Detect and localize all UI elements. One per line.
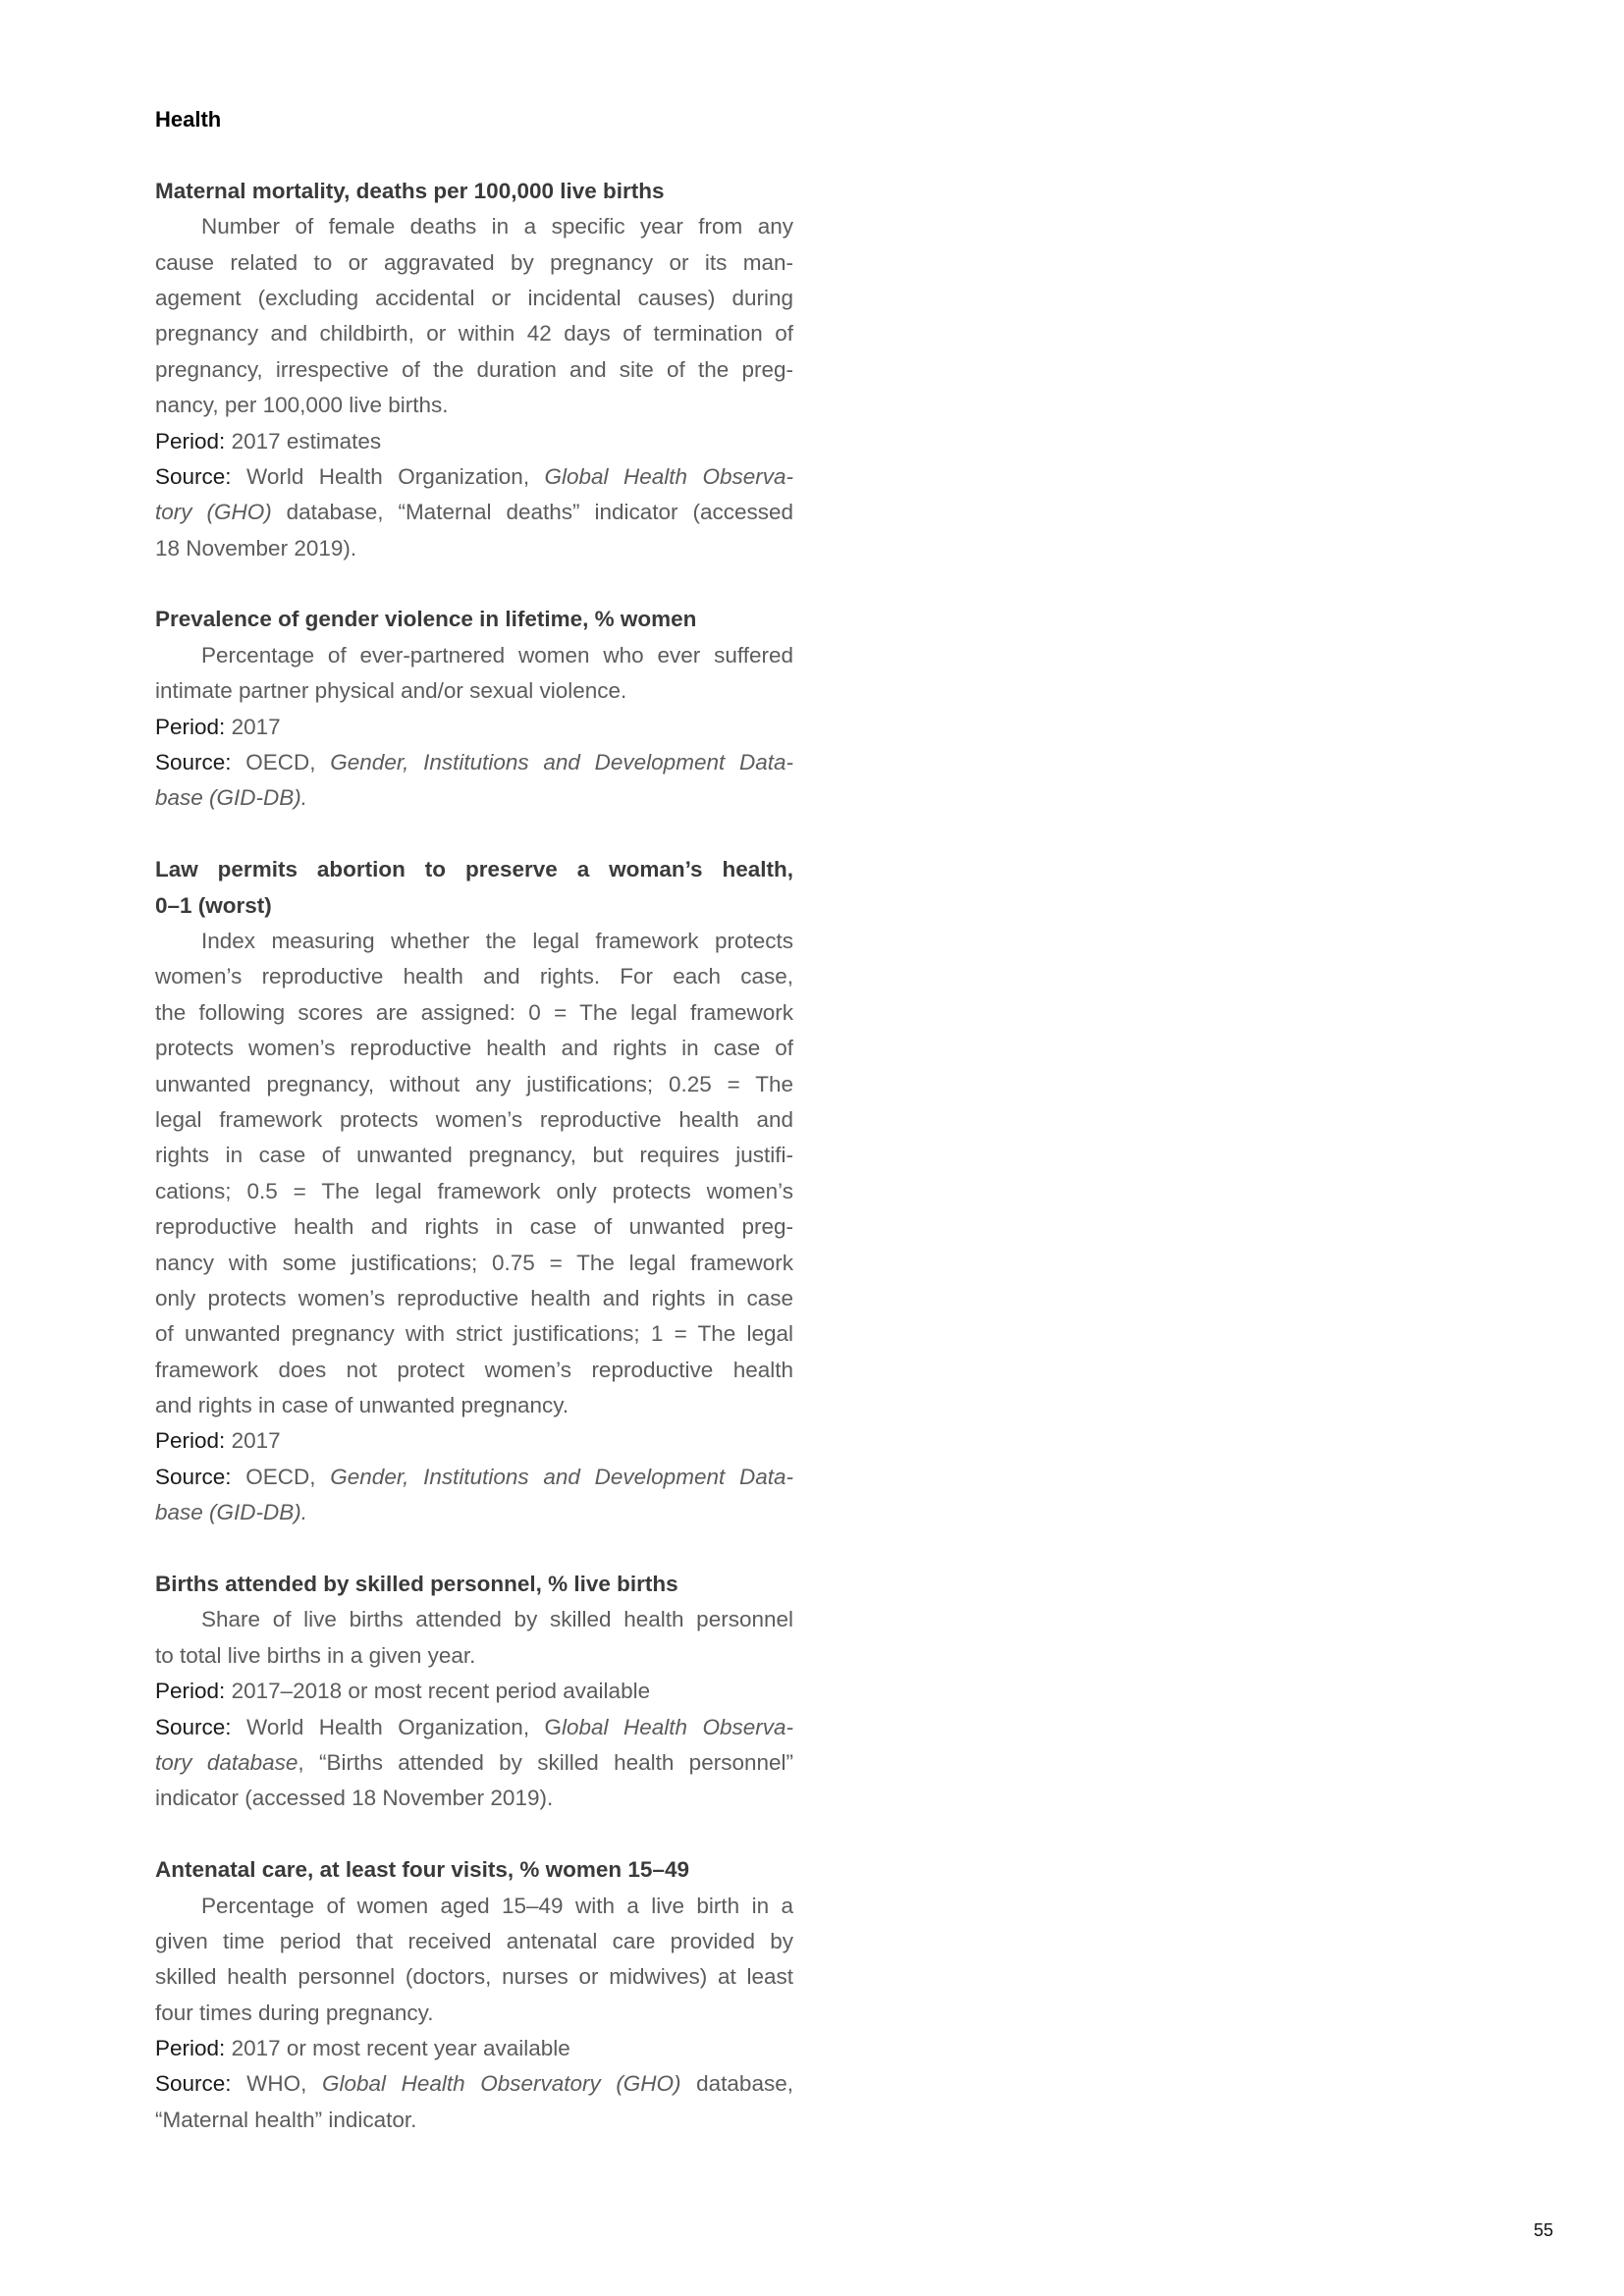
description-line: rights in case of unwanted pregnancy, but requires justifi- (155, 1143, 793, 1168)
description-line: agement (excluding accidental or incidental causes) during (155, 285, 793, 310)
description-line: Percentage of ever-partnered women who ever suffered (201, 642, 793, 667)
indicator-list (155, 174, 793, 2138)
indicator-title: Births attended by skilled personnel, % live births (155, 1572, 678, 1597)
source-text: World Health Organization, G (231, 1714, 563, 1739)
period-line (155, 1423, 793, 1459)
period-value: 2017 or most recent year available (231, 2036, 570, 2061)
spacer (155, 137, 793, 173)
source-text: indicator (accessed 18 November 2019). (155, 1786, 554, 1811)
source-title-italic: lobal Health Observa- (562, 1714, 793, 1739)
description-line: the following scores are assigned: 0 = The legal framework (155, 999, 793, 1025)
source-text: “Maternal health” indicator. (155, 2107, 417, 2132)
source-text: World Health Organization, (231, 463, 545, 489)
source-line (155, 495, 793, 530)
period-label: Period: (155, 714, 226, 739)
source-title-italic: Global Health Observatory (GHO) (321, 2071, 681, 2097)
document-body (155, 102, 793, 2138)
period-line (155, 424, 793, 459)
source-title-italic: Gender, Institutions and Development Data- (330, 1464, 793, 1489)
spacer (155, 817, 793, 852)
source-text: , “Births attended by skilled health personnel” (298, 1749, 793, 1775)
indicator-title: Maternal mortality, deaths per 100,000 live births (155, 178, 665, 203)
description-line: pregnancy and childbirth, or within 42 days of termination of (155, 321, 793, 347)
description-line: cause related to or aggravated by pregnancy or its man- (155, 249, 793, 275)
source-line (155, 531, 793, 566)
source-title-italic: base (GID-DB). (155, 785, 308, 811)
source-text: 18 November 2019). (155, 535, 357, 561)
description-line: Share of live births attended by skilled health personnel (201, 1607, 793, 1632)
spacer (155, 1531, 793, 1567)
indicator-title: 0–1 (worst) (155, 892, 272, 918)
period-value: 2017 (231, 1428, 281, 1454)
description-line: women’s reproductive health and rights. For each case, (155, 964, 793, 989)
description-line: reproductive health and rights in case of unwanted preg- (155, 1214, 793, 1240)
page-number: 55 (1534, 2220, 1554, 2240)
indicator-section (155, 602, 793, 852)
source-label: Source: (155, 463, 232, 489)
section-heading: Health (155, 107, 222, 132)
description-line: only protects women’s reproductive health and rights in case (155, 1285, 793, 1310)
source-line (155, 1710, 793, 1745)
source-title-italic: tory (GHO) (155, 500, 272, 525)
description-line: legal framework protects women’s reproductive health and (155, 1106, 793, 1132)
description-line: unwanted pregnancy, without any justifications; 0.25 = The (155, 1071, 793, 1096)
source-label: Source: (155, 750, 232, 775)
period-line (155, 710, 793, 745)
source-text: database, (680, 2071, 793, 2097)
source-label: Source: (155, 1464, 232, 1489)
source-title-italic: tory database (155, 1749, 298, 1775)
source-line (155, 1460, 793, 1495)
description-line: of unwanted pregnancy with strict justifications; 1 = The legal (155, 1321, 793, 1347)
period-value: 2017–2018 or most recent period available (231, 1679, 651, 1704)
source-title-italic: Global Health Observa- (544, 463, 793, 489)
description-line: skilled health personnel (doctors, nurses or midwives) at least (155, 1964, 793, 1990)
spacer (155, 566, 793, 602)
source-title-italic: Gender, Institutions and Development Data- (330, 750, 793, 775)
description-line: and rights in case of unwanted pregnancy. (155, 1393, 569, 1418)
source-line (155, 2103, 793, 2138)
source-line (155, 2066, 793, 2102)
description-line: four times during pregnancy. (155, 2000, 434, 2025)
indicator-section (155, 174, 793, 603)
description-line: given time period that received antenatal care provided by (155, 1928, 793, 1953)
description-line: framework does not protect women’s reproductive health (155, 1357, 793, 1382)
source-label: Source: (155, 1714, 232, 1739)
description-line: Percentage of women aged 15–49 with a live birth in a (201, 1893, 793, 1918)
description-line: Number of female deaths in a specific year from any (201, 214, 793, 240)
indicator-title: Prevalence of gender violence in lifetime, % women (155, 607, 697, 632)
source-text: database, “Maternal deaths” indicator (accessed (271, 500, 793, 525)
period-value: 2017 estimates (231, 428, 382, 454)
indicator-section (155, 1852, 793, 2138)
period-label: Period: (155, 1428, 226, 1454)
period-value: 2017 (231, 714, 281, 739)
description-line: Index measuring whether the legal framework protects (201, 928, 793, 953)
source-text: OECD, (231, 750, 331, 775)
source-line (155, 780, 793, 816)
spacer (155, 1817, 793, 1852)
source-line (155, 745, 793, 780)
description-line: to total live births in a given year. (155, 1642, 476, 1668)
indicator-title: Antenatal care, at least four visits, % women 15–49 (155, 1857, 689, 1883)
source-label: Source: (155, 2071, 232, 2097)
indicator-title: Law permits abortion to preserve a woman’s health, (155, 857, 793, 882)
description-line: nancy with some justifications; 0.75 = The legal framework (155, 1250, 793, 1275)
period-line (155, 2031, 793, 2066)
description-line: cations; 0.5 = The legal framework only protects women’s (155, 1178, 793, 1203)
period-line (155, 1674, 793, 1709)
description-line: pregnancy, irrespective of the duration and site of the preg- (155, 356, 793, 382)
description-line: nancy, per 100,000 live births. (155, 393, 449, 418)
source-line (155, 1745, 793, 1781)
source-title-italic: base (GID-DB). (155, 1500, 308, 1525)
period-label: Period: (155, 428, 226, 454)
source-line (155, 1495, 793, 1530)
description-line: intimate partner physical and/or sexual violence. (155, 678, 627, 704)
source-text: WHO, (231, 2071, 322, 2097)
source-text: OECD, (231, 1464, 331, 1489)
source-line (155, 459, 793, 495)
description-line: protects women’s reproductive health and rights in case of (155, 1036, 793, 1061)
indicator-section (155, 1567, 793, 1852)
period-label: Period: (155, 2036, 226, 2061)
source-line (155, 1781, 793, 1816)
indicator-section (155, 852, 793, 1567)
period-label: Period: (155, 1679, 226, 1704)
